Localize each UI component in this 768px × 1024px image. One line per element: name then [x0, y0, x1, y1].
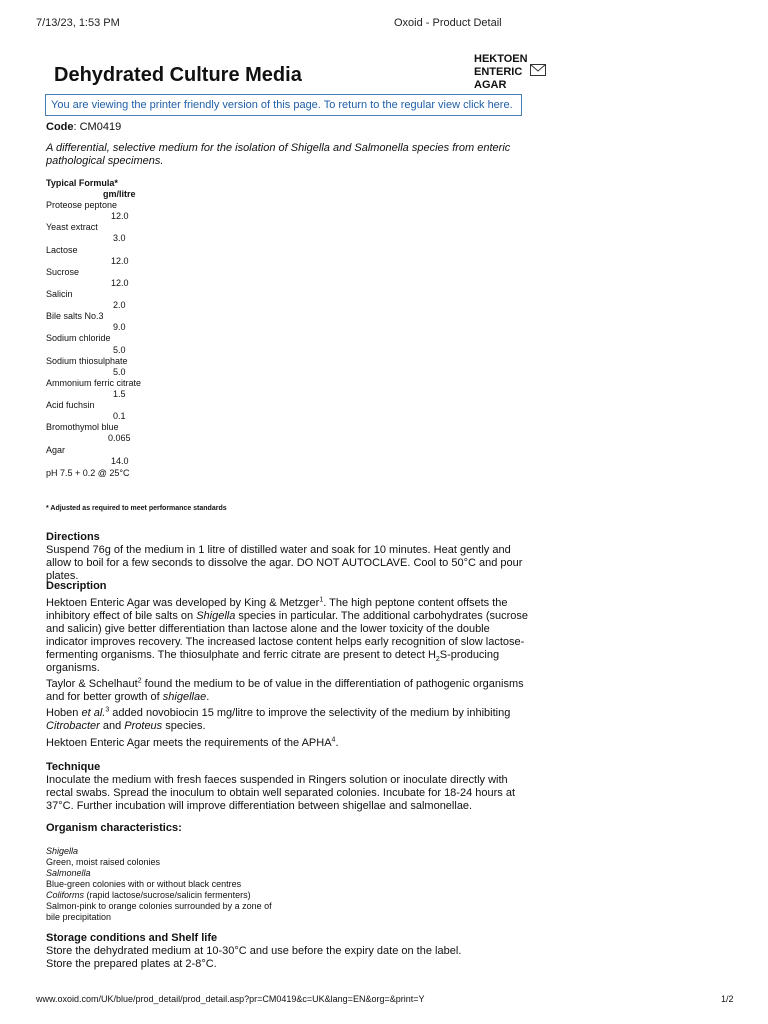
ingredient-name: Lactose — [46, 245, 78, 255]
technique-heading: Technique — [46, 761, 101, 773]
ingredient-value: 0.1 — [113, 411, 126, 421]
text-run: Hektoen Enteric Agar meets the requirements of the APHA — [46, 737, 332, 749]
ingredient-value: 12.0 — [111, 278, 129, 288]
reference-sup: 3 — [105, 706, 110, 714]
product-name-line: ENTERIC — [474, 66, 523, 78]
organism-description: bile precipitation — [46, 912, 112, 922]
italic-term: Proteus — [124, 720, 163, 732]
text-run: found the medium to be of value in the differentiation of pathogenic organisms and for better growth of — [46, 678, 524, 703]
text-run: Hektoen Enteric Agar was developed by King & Metzger — [46, 597, 320, 609]
formula-footnote: * Adjusted as required to meet performance standards — [46, 505, 227, 512]
intro-text: A differential, selective medium for the isolation of Shigella and Salmonella species from enteric pathological specimens. — [46, 142, 511, 167]
text-run: and — [99, 720, 125, 732]
text-run: S-producing organisms. — [46, 649, 500, 674]
ingredient-name: Proteose peptone — [46, 200, 118, 210]
description-paragraph — [46, 737, 531, 750]
formula-unit: gm/litre — [103, 189, 136, 199]
ingredient-value: 5.0 — [113, 345, 126, 355]
ingredient-name: Sucrose — [46, 267, 80, 277]
description-paragraph — [46, 678, 531, 704]
organism-name: Coliforms — [46, 890, 85, 900]
ingredient-value: 12.0 — [111, 211, 129, 221]
organism-name: Salmonella — [46, 868, 91, 878]
italic-term: shigellae — [162, 691, 207, 703]
description-heading: Description — [46, 580, 107, 592]
ingredient-value: 0.065 — [108, 433, 131, 443]
technique-text: Inoculate the medium with fresh faeces suspended in Ringers solution or inoculate directly with rectal swabs. Spread the inoculum to obtain well separated colonies. Incubate for 18-24 hours at 37°C. Further incubation will improve differentiation between shigellae and salmonellae. — [46, 774, 515, 812]
ingredient-value: 12.0 — [111, 256, 129, 266]
storage-line: Store the dehydrated medium at 10-30°C and use before the expiry date on the label. — [46, 945, 462, 957]
description-paragraph — [46, 597, 531, 675]
italic-term: et al. — [81, 707, 106, 719]
product-name-line: HEKTOEN — [474, 53, 528, 65]
envelope-icon[interactable] — [530, 64, 545, 75]
storage-heading: Storage conditions and Shelf life — [46, 932, 218, 944]
printer-friendly-notice — [45, 94, 522, 116]
organism-description: Green, moist raised colonies — [46, 857, 161, 867]
page-url: www.oxoid.com/UK/blue/prod_detail/prod_detail.asp?pr=CM0419&c=UK&lang=EN&org=&print=Y — [36, 994, 425, 1004]
reference-sup: 4 — [331, 736, 336, 744]
reference-sup: 1 — [319, 596, 324, 604]
organism-note: (rapid lactose/sucrose/salicin fermenters) — [84, 890, 251, 900]
description-paragraph — [46, 707, 531, 733]
text-run: added novobiocin 15 mg/litre to improve the selectivity of the medium by inhibiting — [109, 707, 511, 719]
text-run: species in particular. The additional carbohydrates (sucrose and salicin) give better differentiation than lactose alone and the lower toxicity of the double indicator improves recovery. The increased lactose content helps early recognition of slow lactose-fermenting organisms. The thiosulphate and ferric citrate are present to detect H — [46, 610, 529, 661]
ingredient-value: 14.0 — [111, 456, 129, 466]
italic-term: Citrobacter — [46, 720, 100, 732]
directions-text: Suspend 76g of the medium in 1 litre of distilled water and soak for 10 minutes. Heat gently and allow to boil for a few seconds to dissolve the agar. DO NOT AUTOCLAVE. Cool to 50°C and pour plates. — [46, 544, 523, 582]
directions-heading: Directions — [46, 531, 100, 543]
formula-heading: Typical Formula* — [46, 178, 118, 188]
organism-description: Salmon-pink to orange colonies surrounded by a zone of — [46, 901, 272, 911]
text-run: Taylor & Schelhaut — [46, 678, 138, 690]
organism-description: Blue-green colonies with or without black centres — [46, 879, 242, 889]
organism-name-line — [46, 890, 272, 901]
ingredient-name: Bromothymol blue — [46, 422, 119, 432]
ingredient-value: 2.0 — [113, 300, 126, 310]
text-run: . — [335, 737, 339, 749]
code-value: : CM0419 — [73, 121, 122, 133]
page-number: 1/2 — [721, 994, 734, 1004]
print-datetime: 7/13/23, 1:53 PM — [36, 17, 120, 29]
organism-heading: Organism characteristics: — [46, 822, 182, 834]
ingredient-name: Sodium thiosulphate — [46, 356, 128, 366]
page-title: Dehydrated Culture Media — [54, 64, 302, 86]
subscript: 2 — [435, 656, 440, 664]
organism-list — [46, 846, 272, 923]
ingredient-name: Salicin — [46, 289, 73, 299]
ingredient-value: 3.0 — [113, 233, 126, 243]
text-run: . — [206, 691, 210, 703]
ingredient-value: 1.5 — [113, 389, 126, 399]
ingredient-name: Sodium chloride — [46, 333, 111, 343]
text-run: Hoben — [46, 707, 82, 719]
product-name — [474, 53, 528, 92]
ingredient-name: Acid fuchsin — [46, 400, 95, 410]
organism-name: Shigella — [46, 846, 79, 856]
ingredient-name: Agar — [46, 445, 66, 455]
ingredient-value: 9.0 — [113, 322, 126, 332]
ingredient-value: 5.0 — [113, 367, 126, 377]
regular-view-link[interactable]: click here. — [463, 99, 513, 111]
italic-term: Shigella — [196, 610, 236, 622]
code-label: Code — [46, 121, 74, 133]
print-page-title: Oxoid - Product Detail — [394, 17, 502, 29]
text-run: species. — [162, 720, 206, 732]
product-name-line: AGAR — [474, 79, 507, 91]
ingredient-name: Ammonium ferric citrate — [46, 378, 142, 388]
reference-sup: 2 — [137, 677, 142, 685]
ingredient-name: Yeast extract — [46, 222, 98, 232]
ph-value: pH 7.5 + 0.2 @ 25°C — [46, 468, 130, 478]
storage-line: Store the prepared plates at 2-8°C. — [46, 958, 217, 970]
text-run: . The high peptone content offsets the inhibitory effect of bile salts on — [46, 597, 508, 622]
ingredient-name: Bile salts No.3 — [46, 311, 104, 321]
notice-text: You are viewing the printer friendly version of this page. To return to the regular view — [51, 99, 464, 111]
product-code — [46, 121, 121, 133]
